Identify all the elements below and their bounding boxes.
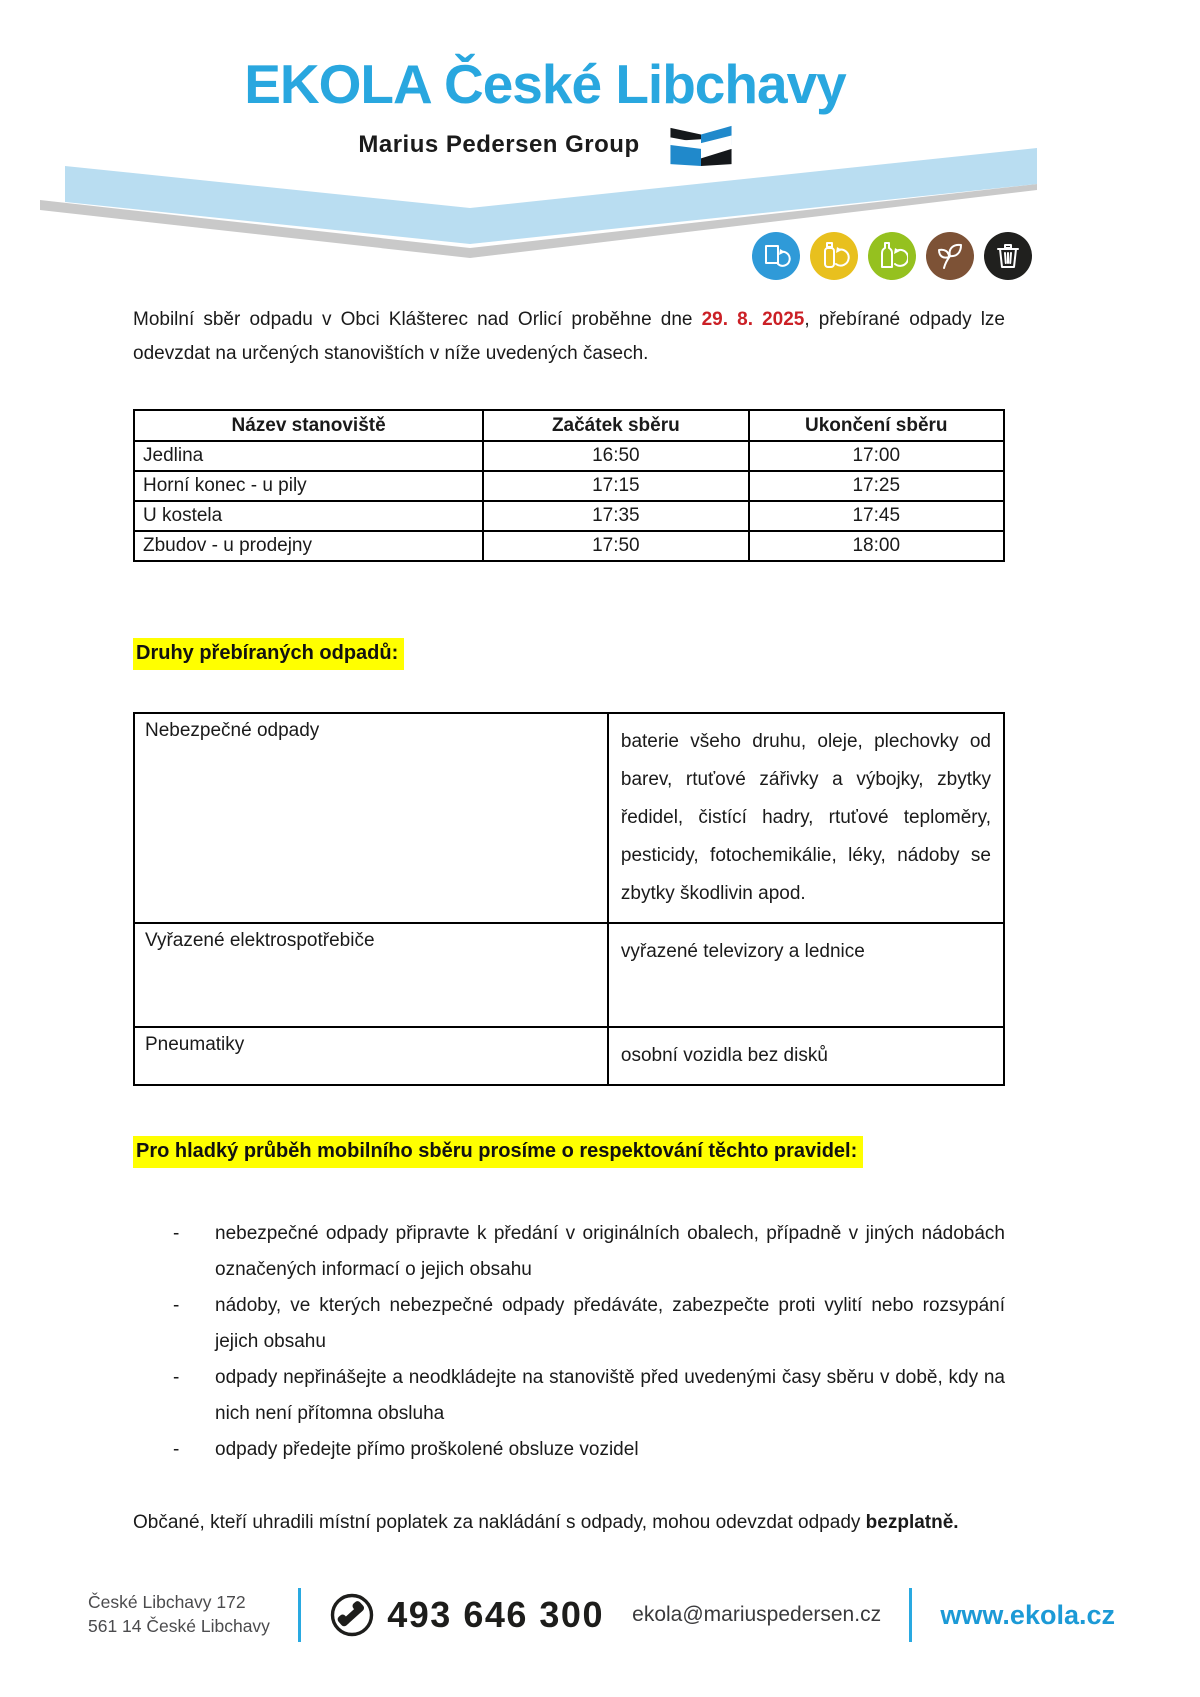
footer — [88, 1585, 1115, 1645]
start-time-cell: 17:35 — [483, 501, 748, 531]
mixed-waste-icon — [984, 232, 1032, 280]
phone-number: 493 646 300 — [387, 1594, 604, 1635]
end-time-cell: 18:00 — [749, 531, 1004, 561]
phone-icon — [329, 1592, 375, 1638]
intro-text-before: Mobilní sběr odpadu v Obci Klášterec nad Orlicí proběhne dne — [133, 309, 702, 330]
group-name: Marius Pedersen Group — [358, 131, 640, 158]
waste-types-heading-wrap — [133, 638, 1005, 670]
start-time-cell: 16:50 — [483, 441, 748, 471]
start-time-cell: 17:50 — [483, 531, 748, 561]
address-block — [88, 1591, 270, 1638]
rules-list — [133, 1216, 1005, 1468]
main-content — [133, 303, 1005, 1541]
column-header-end: Ukončení sběru — [749, 410, 1004, 441]
waste-detail-cell: baterie všeho druhu, oleje, plechovky od barev, rtuťové zářivky a výbojky, zbytky ředidel, čistící hadry, rtuťové teploměry, pesticidy, fotochemikálie, léky, nádoby se zbytky škodlivin apod. — [608, 713, 1004, 923]
rule-item: - odpady nepřinášejte a neodkládejte na stanoviště před uvedenými časy sběru v době, kdy na nich není přítomna obsluha — [215, 1360, 1005, 1432]
end-time-cell: 17:00 — [749, 441, 1004, 471]
rule-item: - odpady předejte přímo proškolené obsluze vozidel — [215, 1432, 1005, 1468]
glass-recycling-icon — [868, 232, 916, 280]
waste-category-icons — [752, 232, 1032, 280]
closing-text: Občané, kteří uhradili místní poplatek za nakládání s odpady, mohou odevzdat odpady — [133, 1512, 866, 1533]
start-time-cell: 17:15 — [483, 471, 748, 501]
rule-item: - nádoby, ve kterých nebezpečné odpady předáváte, zabezpečte proti vylití nebo rozsypání jejich obsahu — [215, 1288, 1005, 1360]
free-of-charge-emphasis: bezplatně. — [865, 1512, 959, 1533]
table-row — [134, 1027, 1004, 1085]
table-row — [134, 713, 1004, 923]
intro-paragraph — [133, 303, 1005, 371]
address-line-1: České Libchavy 172 — [88, 1592, 246, 1613]
table-row — [134, 501, 1004, 531]
plastic-recycling-icon — [810, 232, 858, 280]
location-cell: U kostela — [134, 501, 483, 531]
location-cell: Horní konec - u pily — [134, 471, 483, 501]
column-header-location: Název stanoviště — [134, 410, 483, 441]
brand-title: EKOLA České Libchavy — [244, 53, 846, 115]
bio-waste-icon — [926, 232, 974, 280]
website-url: www.ekola.cz — [940, 1599, 1115, 1630]
rules-heading-wrap — [133, 1136, 1005, 1168]
waste-type-cell: Pneumatiky — [134, 1027, 608, 1085]
schedule-header-row — [134, 410, 1004, 441]
location-cell: Zbudov - u prodejny — [134, 531, 483, 561]
end-time-cell: 17:25 — [749, 471, 1004, 501]
table-row — [134, 441, 1004, 471]
table-row — [134, 471, 1004, 501]
waste-detail-cell: vyřazené televizory a lednice — [608, 923, 1004, 1027]
paper-recycling-icon — [752, 232, 800, 280]
waste-table — [133, 712, 1005, 1086]
table-row — [134, 923, 1004, 1027]
collection-date: 29. 8. 2025 — [701, 309, 805, 330]
footer-divider — [909, 1588, 912, 1642]
email-address: ekola@mariuspedersen.cz — [632, 1603, 882, 1626]
location-cell: Jedlina — [134, 441, 483, 471]
end-time-cell: 17:45 — [749, 501, 1004, 531]
waste-types-heading: Druhy přebíraných odpadů: — [133, 638, 404, 670]
phone-group — [329, 1592, 604, 1638]
waste-detail-cell: osobní vozidla bez disků — [608, 1027, 1004, 1085]
column-header-start: Začátek sběru — [483, 410, 748, 441]
closing-paragraph — [133, 1504, 1005, 1541]
table-row — [134, 531, 1004, 561]
address-line-2: 561 14 České Libchavy — [88, 1616, 270, 1636]
footer-divider — [298, 1588, 301, 1642]
rule-item: - nebezpečné odpady připravte k předání v originálních obalech, případně v jiných nádobách označených informací o jejich obsahu — [215, 1216, 1005, 1288]
waste-type-cell: Nebezpečné odpady — [134, 713, 608, 923]
schedule-table — [133, 409, 1005, 562]
intro-text-after: , přebírané odpady lze odevzdat na určených stanovištích v níže uvedených časech. — [133, 309, 1005, 364]
rules-heading: Pro hladký průběh mobilního sběru prosíme o respektování těchto pravidel: — [133, 1136, 863, 1168]
waste-type-cell: Vyřazené elektrospotřebiče — [134, 923, 608, 1027]
